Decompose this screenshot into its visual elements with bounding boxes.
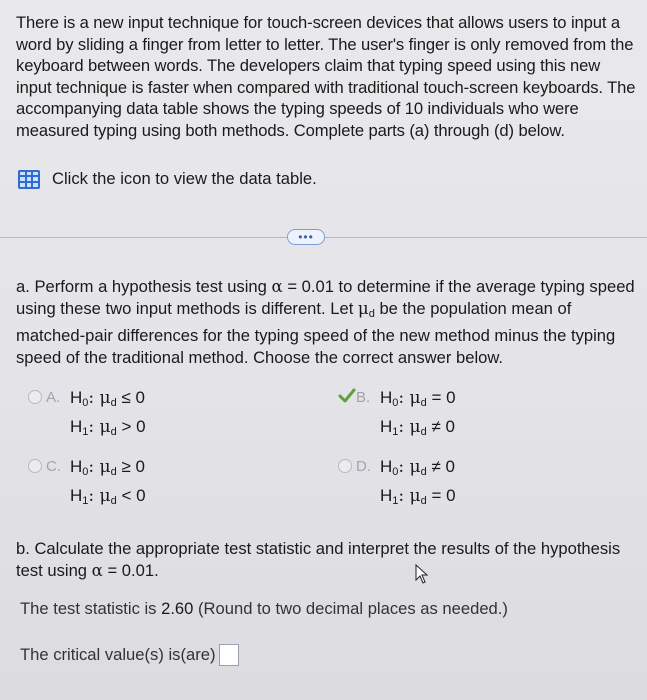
option-letter-b: B. xyxy=(356,389,371,406)
critical-value-input[interactable] xyxy=(219,644,239,666)
test-statistic-value: 2.60 xyxy=(161,599,194,618)
option-a[interactable] xyxy=(28,386,146,444)
hypotheses-a: $H_0$: $\mu_d \le 0$ $H_1$: $\mu_d > 0$ xyxy=(70,388,146,438)
option-d[interactable] xyxy=(338,455,456,513)
test-statistic-line xyxy=(20,599,508,619)
view-data-table-link[interactable] xyxy=(18,168,317,190)
mouse-cursor-icon xyxy=(415,564,429,584)
table-link-label[interactable]: Click the icon to view the data table. xyxy=(52,169,317,188)
hypotheses-d: $H_0$: $\mu_d \ne 0$ $H_1$: $\mu_d = 0$ xyxy=(380,457,456,507)
test-statistic-label: The test statistic is xyxy=(20,599,162,618)
grid-icon[interactable] xyxy=(18,170,40,189)
hypotheses-c: $H_0$: $\mu_d \ge 0$ $H_1$: $\mu_d < 0$ xyxy=(70,457,146,507)
checkmark-icon[interactable] xyxy=(338,388,356,404)
part-b-question: b. Calculate the appropriate test statistic and interpret the results of the hypothesis test using α = 0.01. xyxy=(16,539,621,580)
option-letter-a: A. xyxy=(46,389,61,406)
more-button[interactable]: ••• xyxy=(287,229,325,245)
intro-text: There is a new input technique for touch-screen devices that allows users to input a word by sliding a finger from letter to letter. The user's finger is only removed from the keyboard between words. The developers claim that typing speed using this new input technique is faster when compared with traditional touch-screen keyboards. The accompanying data table shows the typing speeds of 10 individuals who were measured typing using both methods. Complete parts (a) through (d) below. xyxy=(16,13,636,140)
radio-button-a[interactable] xyxy=(28,390,42,404)
option-b[interactable] xyxy=(338,386,456,444)
hypotheses-b: $H_0$: $\mu_d = 0$ $H_1$: $\mu_d \ne 0$ xyxy=(380,388,456,438)
option-c[interactable] xyxy=(28,455,146,513)
rounding-note: (Round to two decimal places as needed.) xyxy=(193,599,508,618)
option-letter-d: D. xyxy=(356,458,371,475)
radio-button-c[interactable] xyxy=(28,459,42,473)
option-letter-c: C. xyxy=(46,458,61,475)
problem-intro xyxy=(16,12,638,142)
critical-value-label: The critical value(s) is(are) xyxy=(20,645,216,664)
radio-button-d[interactable] xyxy=(338,459,352,473)
part-a-question: a. Perform a hypothesis test using α = 0.01 to determine if the average typing speed using these two input methods is different. Let $\mu_d$ be the population mean of matched-pair differences for the typing speed of the new method minus the typing speed of the traditional method. Choose the correct answer below. xyxy=(16,277,635,367)
critical-value-line xyxy=(20,644,239,666)
